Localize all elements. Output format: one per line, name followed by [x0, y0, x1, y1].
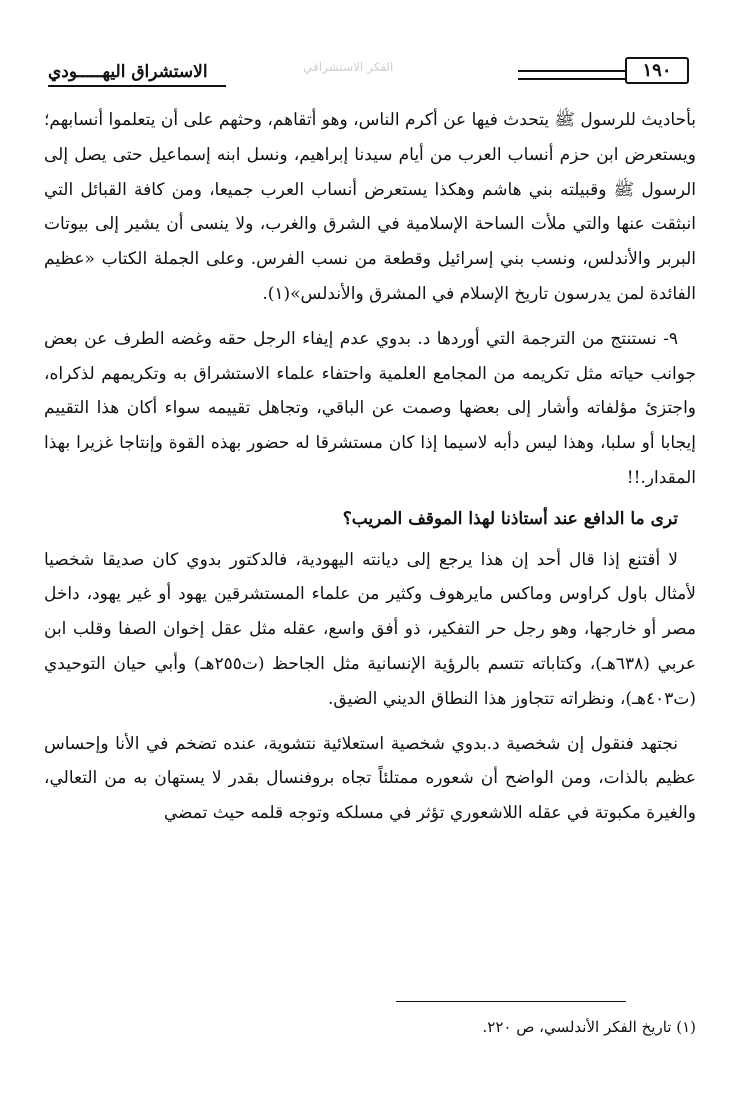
paragraph: ٩- نستنتج من الترجمة التي أوردها د. بدوي عدم إيفاء الرجل حقه وغضه الطرف عن بعض جوانب حياته مثل تكريمه من المجامع العلمية واحتفاء علماء الاستشراق به وتكريمهم لذكراه، واجتزئ مؤلفاته وأشار إلى بعضها وصمت عن الباقي، وتجاهل تقييمه سواء أكان هذا التقييم إيجابا أو سلبا، وهذا ليس دأبه لاسيما إذا كان مستشرقا له حضور بهذه القوة وإنتاجا غزيرا بهذا المقدار.!!: [44, 328, 697, 488]
body-text: [44, 103, 696, 831]
paragraph: بأحاديث للرسول ﷺ يتحدث فيها عن أكرم الناس، وهو أتقاهم، وحثهم على أن يتعلموا أنسابهم؛ ويستعرض ابن حزم أنساب العرب من أيام سيدنا إبراهيم، ونسل ابنه إسماعيل حتى يصل إلى الرسول ﷺ وقبيلته بني هاشم وهكذا يستعرض أنساب العرب جميعا، ومن كافة القبائل التي انبثقت عنها والتي ملأت الساحة الإسلامية في الشرق والغرب، ولا ينسى أن يشير إلى بيوتات البربر والأندلس، ونسب بني إسرائيل وقطعة من نسب الفرس. وعلى الجملة الكتاب «عظيم الفائدة لمن يدرسون تاريخ الإسلام في المشرق والأندلس»(١).: [44, 110, 696, 304]
header-faint-text: الفكر الاستشراقي: [303, 60, 394, 74]
section-question: ترى ما الدافع عند أستاذنا لهذا الموقف المريب؟: [342, 508, 678, 529]
footnote: (١) تاريخ الفكر الأندلسي، ص ٢٢٠.: [482, 1018, 696, 1036]
header-double-rule: [518, 70, 626, 80]
page-number: ١٩٠: [625, 57, 689, 84]
title-underline: [48, 85, 226, 87]
paragraph: نجتهد فنقول إن شخصية د.بدوي شخصية استعلائية نتشوية، عنده تضخم في الأنا وإحساس عظيم بالذات، ومن الواضح أن شعوره ممتلئاً تجاه بروفنسال بقدر لا يستهان به من التعالي، والغيرة مكبوتة في عقله اللاشعوري تؤثر في مسلكه وتوجه قلمه حيث تمضي: [44, 733, 696, 824]
page-header: [48, 52, 690, 92]
paragraph: لا أقتنع إذا قال أحد إن هذا يرجع إلى ديانته اليهودية، فالدكتور بدوي كان صديقا شخصيا لأمثال باول كراوس وماكس مايرهوف وكثير من علماء المستشرقين يهود أو غير يهود، داخل مصر أو خارجها، وهو رجل حر التفكير، ذو أفق واسع، عقله مثل عقل إخوان الصفا وقلب ابن عربي (٦٣٨هـ)، وكتاباته تتسم بالرؤية الإنسانية مثل الجاحظ (ت٢٥٥هـ) وأبي حيان التوحيدي (ت٤٠٣هـ)، ونظراته تتجاوز هذا النطاق الديني الضيق.: [44, 549, 697, 709]
running-title: الاستشراق اليهـــــودي: [48, 62, 208, 82]
footnote-separator: [396, 1001, 626, 1002]
